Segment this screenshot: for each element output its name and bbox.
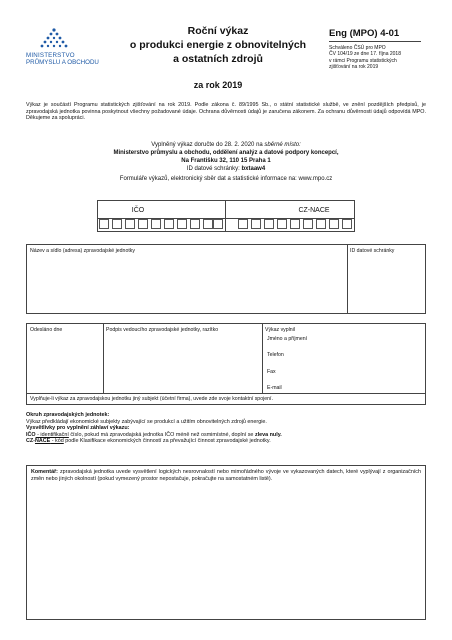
report-year: za rok 2019 (193, 80, 243, 90)
nace-cell-4[interactable] (277, 219, 287, 229)
databox-label: ID datové schránky: (186, 166, 240, 172)
nace-cell-2[interactable] (251, 219, 261, 229)
signature-box (26, 323, 426, 405)
signature-label: Podpis vedoucího zpravodajské jednotky, razítko (106, 327, 219, 333)
comment-text: zpravodajská jednotka uvede vysvětlení logických nesrovnalostí nebo mimořádného vývoje ve vykazovaných datech, které vyplývají z organizačních změn nebo jiných okolností (pokud vymezený prostor nepostačuje, pokračujte na samostatném listě). (31, 469, 422, 482)
nace-cell-7[interactable] (316, 219, 326, 229)
nace-cell-5[interactable] (290, 219, 300, 229)
contact-email-field[interactable]: E-mail (267, 385, 282, 391)
contact-name-field[interactable]: Jméno a příjmení (267, 336, 308, 342)
filled-by-label: Výkaz vyplnil (265, 327, 295, 333)
delivery-deadline-emph: sběrné místo: (264, 142, 301, 148)
ico-cell-10[interactable] (213, 219, 223, 229)
approval-line-1: Schváleno ČSÚ pro MPO (329, 45, 386, 51)
ico-cell-5[interactable] (151, 219, 161, 229)
nace-term-link[interactable]: - kód (50, 438, 64, 445)
title-line-2: o produkci energie z obnovitelných (129, 39, 307, 51)
logo-text-line-2: PRŮMYSLU A OBCHODU (26, 59, 99, 66)
unit-name-field[interactable] (29, 257, 345, 311)
signature-divider-2 (262, 324, 263, 394)
ico-explanation-text: číslo, pokud má zpravodajská jednotka IČO méně než osmimístné, doplní se (68, 431, 254, 438)
form-code: Eng (MPO) 4-01 (329, 28, 400, 39)
nace-cell-3[interactable] (264, 219, 274, 229)
approval-line-4: zjišťování na rok 2019 (329, 64, 379, 71)
nace-term-prefix: CZ- (26, 438, 35, 445)
unit-box-divider (347, 245, 348, 313)
nace-explanation-text: podle Klasifikace ekonomických činností za převažující činnost zpravodajské jednotky. (63, 438, 271, 445)
unit-name-label: Název a sídlo (adresa) zpravodajské jednotky (30, 248, 135, 254)
ico-cell-3[interactable] (125, 219, 135, 229)
delivery-deadline (26, 141, 426, 149)
signature-field[interactable] (105, 336, 259, 392)
other-subject-note: Vyplňuje-li výkaz za zpravodajskou jednotku jiný subjekt (účetní firma), uvede zde svoje kontaktní spojení. (30, 396, 273, 402)
databox-id-field[interactable] (349, 257, 423, 311)
ico-term-link[interactable]: - identifikační (35, 431, 69, 438)
approval-line-2: ČV 104/19 ze dne 17. října 2018 (329, 51, 401, 58)
delivery-info (26, 141, 426, 183)
identifier-vsplit (225, 201, 226, 231)
approval-line-3: v rámci Programu statistických (329, 57, 397, 64)
delivery-address-1: Ministerstvo průmyslu a obchodu, oddělení analýz a datové podpory koncepcí, (113, 150, 339, 156)
signature-divider-1 (103, 324, 104, 394)
form-code-divider (329, 41, 421, 42)
unit-name-box (26, 244, 426, 314)
intro-paragraph: Výkaz je součástí Programu statistických zjišťování na rok 2019. Podle zákona č. 89/1995 Sb., o státní statistické službě, ve znění pozdějších předpisů, je zpravodajská jednotka povinna poskytnout všechny požadované údaje. Ochrana důvěrnosti údajů je zaručena zákonem. Za ochranu důvěrnosti údajů odpovídá MPO. Děkujeme za spolupráci. (26, 102, 426, 122)
title-line-3: a ostatních zdrojů (173, 53, 263, 65)
ministry-logo (26, 26, 114, 70)
ico-cell-2[interactable] (112, 219, 122, 229)
form-title (118, 24, 318, 66)
ico-cell-7[interactable] (177, 219, 187, 229)
approval-note (329, 45, 424, 71)
title-line-1: Roční výkaz (187, 25, 249, 37)
delivery-web: Formuláře výkazů, elektronický sběr dat a statistické informace na: www.mpo.cz (119, 176, 333, 182)
nace-cell-6[interactable] (303, 219, 313, 229)
reporting-circle-title: Okruh zpravodajských jednotek: (26, 412, 110, 418)
explanations (26, 412, 426, 445)
ico-label: IČO (131, 207, 145, 214)
nace-cell-9[interactable] (342, 219, 352, 229)
logo-text-line-1: MINISTERSTVO (26, 52, 75, 59)
comment-box[interactable] (26, 465, 426, 620)
sent-date-label: Odesláno dne (30, 327, 63, 333)
ministry-emblem-icon (34, 26, 74, 50)
delivery-databox (26, 165, 426, 173)
contact-fax-field[interactable]: Fax (267, 369, 276, 375)
ico-explanation-emph: zleva nuly. (254, 431, 282, 438)
ico-cell-6[interactable] (164, 219, 174, 229)
nace-term[interactable]: NACE (34, 438, 51, 445)
databox-id-label: ID datové schránky (350, 248, 395, 254)
ico-cell-4[interactable] (138, 219, 148, 229)
nace-cell-8[interactable] (329, 219, 339, 229)
ico-cell-9[interactable] (203, 219, 213, 229)
ico-cell-8[interactable] (190, 219, 200, 229)
comment-instructions (31, 469, 421, 482)
ico-explanation (26, 432, 426, 439)
nace-cell-1[interactable] (238, 219, 248, 229)
ico-cell-1[interactable] (99, 219, 109, 229)
nace-explanation (26, 438, 426, 445)
nace-label: CZ-NACE (298, 207, 330, 214)
header-explanation-title: Vysvětlivky pro vyplnění záhlaví výkazu: (26, 425, 130, 432)
contact-phone-field[interactable]: Telefon (267, 352, 284, 358)
ico-term: IČO (26, 431, 36, 438)
sent-date-field[interactable] (29, 336, 101, 392)
delivery-address-2: Na Františku 32, 110 15 Praha 1 (181, 158, 271, 164)
delivery-deadline-text: Vyplněný výkaz doručte do 28. 2. 2020 na (151, 142, 263, 148)
comment-label: Komentář: (31, 469, 58, 475)
signature-bottom-divider (27, 393, 425, 394)
databox-value: bxtaaw4 (241, 166, 266, 172)
reporting-circle-text: Výkaz předkládají ekonomické subjekty zabývající se produkcí a užitím obnovitelných zdrojů energie. (26, 418, 267, 425)
